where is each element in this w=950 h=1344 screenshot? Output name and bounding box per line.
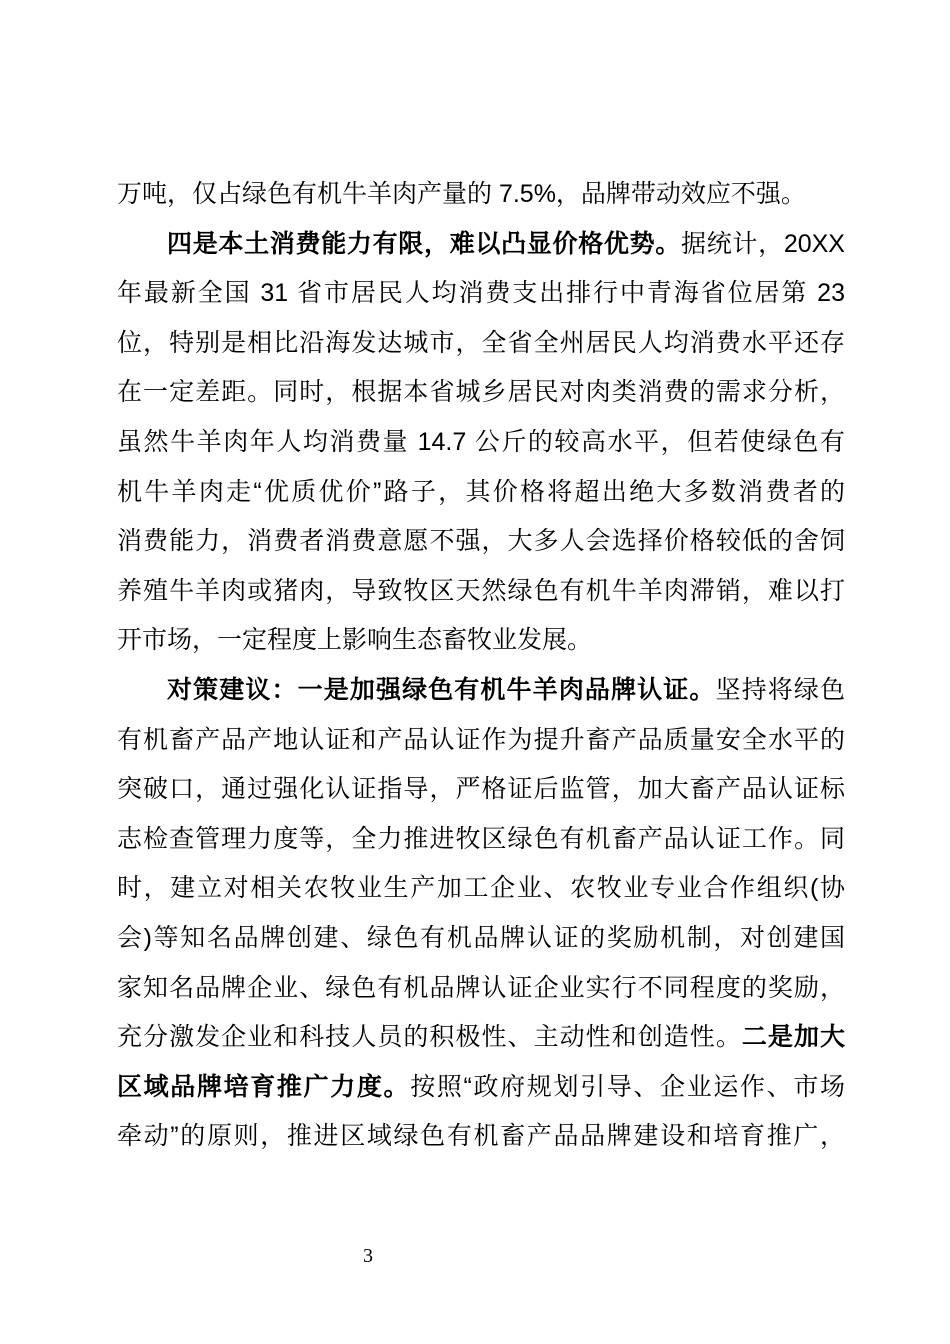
page-number: 3 <box>363 1245 373 1267</box>
bold-text-run: 四是本土消费能力有限，难以凸显价格优势。 <box>167 229 682 258</box>
text-run: 突破口，通过强化认证指导，严格证后监管，加大畜产品认证标 <box>117 775 845 804</box>
text-line <box>117 864 845 914</box>
text-line <box>117 1063 845 1113</box>
text-run: 牵动”的原则，推进区域绿色有机畜产品品牌建设和培育推广， <box>117 1122 845 1151</box>
text-line <box>117 170 845 220</box>
text-run: 开市场，一定程度上影响生态畜牧业发展。 <box>117 626 593 655</box>
text-line <box>117 815 845 865</box>
text-run: 消费能力，消费者消费意愿不强，大多人会选择价格较低的舍饲 <box>117 527 845 556</box>
text-run: 养殖牛羊肉或猪肉，导致牧区天然绿色有机牛羊肉滞销，难以打 <box>117 576 845 605</box>
text-run: 机牛羊肉走“优质优价”路子，其价格将超出绝大多数消费者的 <box>117 477 845 506</box>
text-run: 按照“政府规划引导、企业运作、市场 <box>410 1072 845 1101</box>
text-run: 位，特别是相比沿海发达城市，全省全州居民人均消费水平还存 <box>117 328 845 357</box>
text-line <box>117 616 845 666</box>
text-run: 坚持将绿色 <box>715 675 845 704</box>
text-run: 时，建立对相关农牧业生产加工企业、农牧业专业合作组织(协 <box>117 874 845 903</box>
text-run: 家知名品牌企业、绿色有机品牌认证企业实行不同程度的奖励， <box>117 973 845 1002</box>
text-line <box>117 716 845 766</box>
bold-text-run: 二是加大 <box>741 1023 845 1052</box>
text-line <box>117 319 845 369</box>
text-run: 充分激发企业和科技人员的积极性、主动性和创造性。 <box>117 1023 742 1052</box>
paragraph-four-local-consumption <box>117 220 845 666</box>
paragraph-countermeasures <box>117 666 845 1162</box>
text-run: 有机畜产品产地认证和产品认证作为提升畜产品质量安全水平的 <box>117 725 845 754</box>
text-line <box>117 765 845 815</box>
bold-text-run: 区域品牌培育推广力度。 <box>117 1072 411 1101</box>
text-run: 万吨，仅占绿色有机牛羊肉产量的 7.5%，品牌带动效应不强。 <box>117 180 806 208</box>
text-line <box>117 418 845 468</box>
text-line <box>117 964 845 1014</box>
text-run: 年最新全国 31 省市居民人均消费支出排行中青海省位居第 23 <box>117 279 845 308</box>
paragraph-brand-effect <box>117 170 845 220</box>
text-run: 志检查管理力度等，全力推进牧区绿色有机畜产品认证工作。同 <box>117 824 845 853</box>
text-line <box>117 269 845 319</box>
text-line <box>117 666 845 716</box>
text-line <box>117 914 845 964</box>
text-line <box>117 468 845 518</box>
text-line <box>117 517 845 567</box>
text-run: 虽然牛羊肉年人均消费量 14.7 公斤的较高水平，但若使绿色有 <box>117 427 845 456</box>
text-run: 在一定差距。同时，根据本省城乡居民对肉类消费的需求分析， <box>117 378 845 407</box>
document-body <box>117 170 845 1162</box>
text-line <box>117 220 845 270</box>
text-line <box>117 1112 845 1162</box>
text-line <box>117 1013 845 1063</box>
text-run: 据统计，20XX <box>681 229 845 258</box>
bold-text-run: 对策建议：一是加强绿色有机牛羊肉品牌认证。 <box>167 675 716 704</box>
text-line <box>117 567 845 617</box>
text-line <box>117 368 845 418</box>
text-run: 会)等知名品牌创建、绿色有机品牌认证的奖励机制，对创建国 <box>117 923 845 952</box>
